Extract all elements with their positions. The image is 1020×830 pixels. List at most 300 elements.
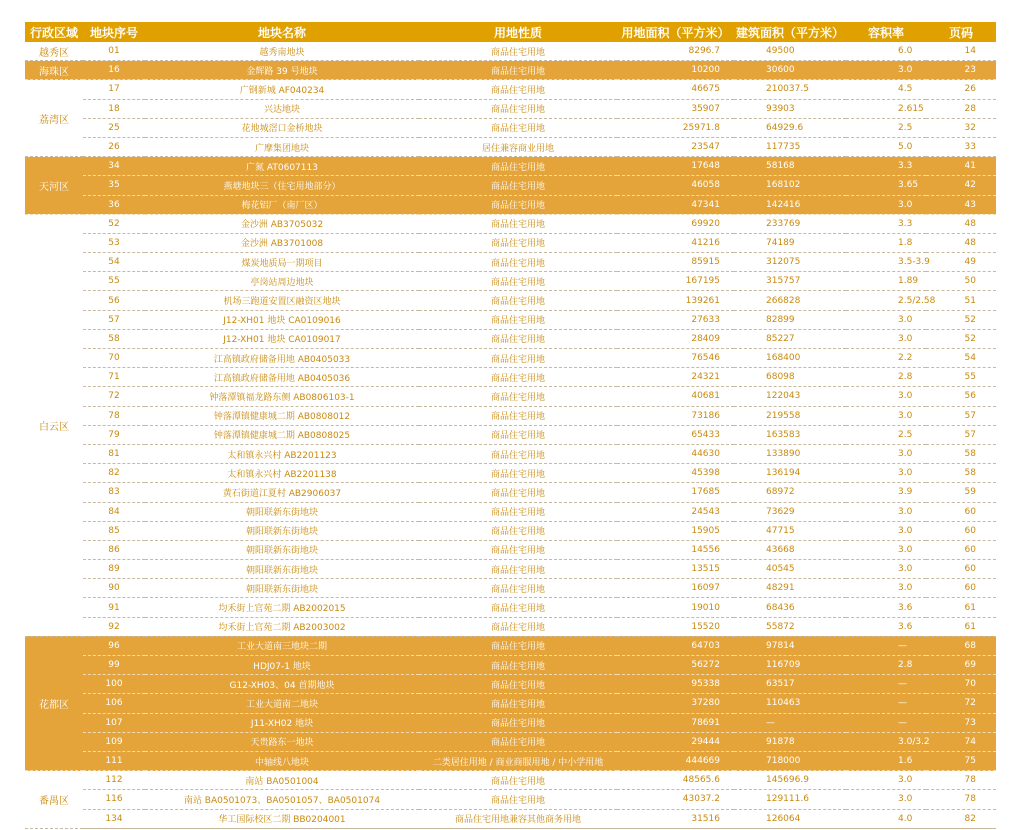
plot-number-cell: 116	[83, 790, 145, 809]
land-area-cell: 23547	[617, 137, 734, 156]
land-parcel-table	[25, 22, 996, 829]
plot-name-cell: 亭岗站周边地块	[145, 272, 419, 291]
land-area-cell: 17685	[617, 483, 734, 502]
plot-ratio-cell: 3.0	[846, 310, 926, 329]
page-cell: 70	[926, 675, 996, 694]
page-cell: 43	[926, 195, 996, 214]
plot-name-cell: 广钢新城 AF040234	[145, 80, 419, 99]
table-row	[25, 118, 996, 137]
building-area-cell: 126064	[734, 809, 846, 828]
plot-name-cell: 花地城滘口金桥地块	[145, 118, 419, 137]
table-row	[25, 560, 996, 579]
building-area-cell: 718000	[734, 751, 846, 770]
table-row	[25, 176, 996, 195]
land-area-cell: 15520	[617, 617, 734, 636]
building-area-cell: 58168	[734, 157, 846, 176]
land-area-cell: 24321	[617, 368, 734, 387]
plot-ratio-cell: 2.5/2.58	[846, 291, 926, 310]
page-cell: 28	[926, 99, 996, 118]
land-use-cell: 二类居住用地 / 商业商服用地 / 中小学用地	[419, 751, 617, 770]
building-area-cell: 91878	[734, 732, 846, 751]
plot-number-cell: 91	[83, 598, 145, 617]
page-cell: 60	[926, 521, 996, 540]
land-area-cell: 56272	[617, 656, 734, 675]
land-use-cell: 商品住宅用地	[419, 406, 617, 425]
plot-name-cell: 金辉路 39 号地块	[145, 61, 419, 80]
plot-number-cell: 89	[83, 560, 145, 579]
page-cell: 59	[926, 483, 996, 502]
land-use-cell: 商品住宅用地	[419, 521, 617, 540]
table-row	[25, 99, 996, 118]
plot-name-cell: 江高镇政府储备用地 AB0405036	[145, 368, 419, 387]
plot-ratio-cell: 2.8	[846, 368, 926, 387]
plot-number-cell: 54	[83, 253, 145, 272]
plot-name-cell: 均禾街上官苑二期 AB2003002	[145, 617, 419, 636]
plot-name-cell: 工业大道南三地块二期	[145, 636, 419, 655]
building-area-cell: 117735	[734, 137, 846, 156]
land-area-cell: 65433	[617, 425, 734, 444]
table-row	[25, 636, 996, 655]
building-area-cell: 97814	[734, 636, 846, 655]
table-row	[25, 732, 996, 751]
plot-name-cell: 朝阳联新东街地块	[145, 579, 419, 598]
plot-ratio-cell: 3.3	[846, 157, 926, 176]
plot-ratio-cell: 3.0	[846, 579, 926, 598]
land-area-cell: 73186	[617, 406, 734, 425]
building-area-cell: 43668	[734, 540, 846, 559]
table-row	[25, 464, 996, 483]
building-area-cell: 68972	[734, 483, 846, 502]
land-area-cell: 85915	[617, 253, 734, 272]
page-cell: 23	[926, 61, 996, 80]
district-cell: 越秀区	[25, 42, 83, 61]
building-area-cell: 133890	[734, 444, 846, 463]
plot-name-cell: 中轴线八地块	[145, 751, 419, 770]
plot-name-cell: 太和镇永兴村 AB2201138	[145, 464, 419, 483]
building-area-cell: 68436	[734, 598, 846, 617]
land-use-cell: 商品住宅用地	[419, 61, 617, 80]
land-area-cell: 48565.6	[617, 771, 734, 790]
header-plot-name: 地块名称	[145, 22, 419, 42]
land-area-cell: 25971.8	[617, 118, 734, 137]
plot-number-cell: 71	[83, 368, 145, 387]
plot-name-cell: 朝阳联新东街地块	[145, 560, 419, 579]
plot-name-cell: 机场三跑道安置区融资区地块	[145, 291, 419, 310]
building-area-cell: 68098	[734, 368, 846, 387]
table-row	[25, 195, 996, 214]
page-cell: 55	[926, 368, 996, 387]
land-area-cell: 167195	[617, 272, 734, 291]
table-row	[25, 310, 996, 329]
building-area-cell: 233769	[734, 214, 846, 233]
page-cell: 75	[926, 751, 996, 770]
land-area-cell: 78691	[617, 713, 734, 732]
plot-name-cell: 工业大道南二地块	[145, 694, 419, 713]
page-cell: 61	[926, 598, 996, 617]
building-area-cell: 312075	[734, 253, 846, 272]
page-cell: 60	[926, 560, 996, 579]
land-area-cell: 37280	[617, 694, 734, 713]
plot-ratio-cell: 3.6	[846, 598, 926, 617]
plot-number-cell: 52	[83, 214, 145, 233]
table-row	[25, 233, 996, 252]
land-area-cell: 29444	[617, 732, 734, 751]
page-cell: 58	[926, 444, 996, 463]
table-row	[25, 617, 996, 636]
building-area-cell: 142416	[734, 195, 846, 214]
page-cell: 60	[926, 579, 996, 598]
table-row	[25, 675, 996, 694]
plot-ratio-cell: 3.0	[846, 444, 926, 463]
plot-ratio-cell: 3.0	[846, 790, 926, 809]
land-area-cell: 14556	[617, 540, 734, 559]
table-row	[25, 656, 996, 675]
plot-ratio-cell: 6.0	[846, 42, 926, 61]
land-use-cell: 商品住宅用地	[419, 675, 617, 694]
building-area-cell: 47715	[734, 521, 846, 540]
table-row	[25, 272, 996, 291]
building-area-cell: 266828	[734, 291, 846, 310]
plot-name-cell: 太和镇永兴村 AB2201123	[145, 444, 419, 463]
land-use-cell: 商品住宅用地	[419, 272, 617, 291]
plot-number-cell: 112	[83, 771, 145, 790]
plot-name-cell: 梅花铝厂（南厂区）	[145, 195, 419, 214]
land-area-cell: 76546	[617, 349, 734, 368]
page-cell: 14	[926, 42, 996, 61]
plot-ratio-cell: 3.0/3.2	[846, 732, 926, 751]
plot-name-cell: 朝阳联新东街地块	[145, 540, 419, 559]
district-cell: 白云区	[25, 214, 83, 636]
land-use-cell: 商品住宅用地	[419, 425, 617, 444]
table-row	[25, 771, 996, 790]
plot-number-cell: 70	[83, 349, 145, 368]
page-cell: 72	[926, 694, 996, 713]
plot-name-cell: 天贵路东一地块	[145, 732, 419, 751]
plot-number-cell: 36	[83, 195, 145, 214]
plot-ratio-cell: 3.0	[846, 521, 926, 540]
table-row	[25, 521, 996, 540]
building-area-cell: 55872	[734, 617, 846, 636]
building-area-cell: 315757	[734, 272, 846, 291]
building-area-cell: —	[734, 713, 846, 732]
land-use-cell: 商品住宅用地	[419, 80, 617, 99]
page-cell: 78	[926, 771, 996, 790]
plot-ratio-cell: 2.2	[846, 349, 926, 368]
plot-name-cell: J12-XH01 地块 CA0109017	[145, 329, 419, 348]
land-area-cell: 28409	[617, 329, 734, 348]
land-use-cell: 商品住宅用地	[419, 636, 617, 655]
land-use-cell: 商品住宅用地	[419, 214, 617, 233]
land-use-cell: 商品住宅用地	[419, 42, 617, 61]
building-area-cell: 129111.6	[734, 790, 846, 809]
page-cell: 73	[926, 713, 996, 732]
plot-ratio-cell: 3.0	[846, 387, 926, 406]
table-row	[25, 387, 996, 406]
plot-ratio-cell: 3.0	[846, 61, 926, 80]
plot-ratio-cell: 2.615	[846, 99, 926, 118]
page-cell: 58	[926, 464, 996, 483]
land-area-cell: 46058	[617, 176, 734, 195]
building-area-cell: 40545	[734, 560, 846, 579]
header-land-area: 用地面积（平方米）	[617, 22, 734, 42]
plot-number-cell: 25	[83, 118, 145, 137]
plot-ratio-cell: 3.5-3.9	[846, 253, 926, 272]
building-area-cell: 85227	[734, 329, 846, 348]
plot-number-cell: 55	[83, 272, 145, 291]
plot-ratio-cell: 1.89	[846, 272, 926, 291]
table-row	[25, 502, 996, 521]
table-row	[25, 253, 996, 272]
land-area-cell: 24543	[617, 502, 734, 521]
plot-number-cell: 83	[83, 483, 145, 502]
plot-name-cell: 钟落潭镇福龙路东侧 AB0806103-1	[145, 387, 419, 406]
page-cell: 74	[926, 732, 996, 751]
land-area-cell: 13515	[617, 560, 734, 579]
land-use-cell: 商品住宅用地	[419, 157, 617, 176]
plot-name-cell: 华工国际校区二期 BB0204001	[145, 809, 419, 828]
land-use-cell: 商品住宅用地	[419, 444, 617, 463]
land-area-cell: 139261	[617, 291, 734, 310]
plot-ratio-cell: 2.8	[846, 656, 926, 675]
plot-number-cell: 35	[83, 176, 145, 195]
header-district: 行政区域	[25, 22, 83, 42]
page-cell: 42	[926, 176, 996, 195]
page-cell: 52	[926, 329, 996, 348]
plot-ratio-cell: 3.0	[846, 406, 926, 425]
building-area-cell: 168102	[734, 176, 846, 195]
plot-number-cell: 107	[83, 713, 145, 732]
plot-number-cell: 81	[83, 444, 145, 463]
table-row	[25, 694, 996, 713]
page-cell: 57	[926, 425, 996, 444]
building-area-cell: 168400	[734, 349, 846, 368]
table-row	[25, 809, 996, 828]
plot-number-cell: 72	[83, 387, 145, 406]
plot-name-cell: 均禾街上官苑二期 AB2002015	[145, 598, 419, 617]
land-use-cell: 商品住宅用地	[419, 502, 617, 521]
building-area-cell: 30600	[734, 61, 846, 80]
header-plot-ratio: 容积率	[846, 22, 926, 42]
land-use-cell: 商品住宅用地	[419, 540, 617, 559]
plot-number-cell: 134	[83, 809, 145, 828]
district-cell: 荔湾区	[25, 80, 83, 157]
table-body	[25, 42, 996, 828]
land-area-cell: 46675	[617, 80, 734, 99]
plot-name-cell: 越秀南地块	[145, 42, 419, 61]
page-cell: 57	[926, 406, 996, 425]
plot-name-cell: 金沙洲 AB3705032	[145, 214, 419, 233]
land-use-cell: 商品住宅用地	[419, 387, 617, 406]
land-use-cell: 商品住宅用地	[419, 99, 617, 118]
table-row	[25, 790, 996, 809]
land-use-cell: 商品住宅用地	[419, 560, 617, 579]
plot-ratio-cell: —	[846, 713, 926, 732]
plot-name-cell: 金沙洲 AB3701008	[145, 233, 419, 252]
land-area-cell: 69920	[617, 214, 734, 233]
page-cell: 78	[926, 790, 996, 809]
plot-ratio-cell: 3.0	[846, 329, 926, 348]
land-use-cell: 商品住宅用地	[419, 656, 617, 675]
table-row	[25, 349, 996, 368]
plot-name-cell: 朝阳联新东街地块	[145, 502, 419, 521]
land-use-cell: 商品住宅用地	[419, 771, 617, 790]
table-row	[25, 483, 996, 502]
land-area-cell: 64703	[617, 636, 734, 655]
plot-name-cell: 煤炭地质局一期项目	[145, 253, 419, 272]
plot-ratio-cell: —	[846, 636, 926, 655]
plot-number-cell: 109	[83, 732, 145, 751]
land-use-cell: 商品住宅用地	[419, 118, 617, 137]
plot-number-cell: 90	[83, 579, 145, 598]
plot-ratio-cell: 3.0	[846, 771, 926, 790]
building-area-cell: 82899	[734, 310, 846, 329]
plot-name-cell: 燕塘地块三（住宅用地部分）	[145, 176, 419, 195]
building-area-cell: 74189	[734, 233, 846, 252]
plot-name-cell: J11-XH02 地块	[145, 713, 419, 732]
table-row	[25, 214, 996, 233]
plot-number-cell: 79	[83, 425, 145, 444]
plot-number-cell: 82	[83, 464, 145, 483]
plot-number-cell: 18	[83, 99, 145, 118]
plot-number-cell: 86	[83, 540, 145, 559]
land-use-cell: 商品住宅用地	[419, 713, 617, 732]
table-row	[25, 42, 996, 61]
land-use-cell: 商品住宅用地	[419, 483, 617, 502]
land-use-cell: 商品住宅用地	[419, 329, 617, 348]
table-row	[25, 80, 996, 99]
table-row	[25, 598, 996, 617]
page-cell: 48	[926, 233, 996, 252]
plot-name-cell: 兴达地块	[145, 99, 419, 118]
district-cell: 天河区	[25, 157, 83, 215]
land-use-cell: 商品住宅用地	[419, 253, 617, 272]
land-area-cell: 16097	[617, 579, 734, 598]
page-cell: 41	[926, 157, 996, 176]
plot-number-cell: 92	[83, 617, 145, 636]
plot-ratio-cell: 3.3	[846, 214, 926, 233]
page-cell: 51	[926, 291, 996, 310]
plot-name-cell: 广摩集团地块	[145, 137, 419, 156]
land-area-cell: 44630	[617, 444, 734, 463]
land-use-cell: 商品住宅用地	[419, 790, 617, 809]
plot-ratio-cell: 3.0	[846, 195, 926, 214]
plot-name-cell: 钟落潭镇健康城二期 AB0808012	[145, 406, 419, 425]
table-row	[25, 137, 996, 156]
page-cell: 54	[926, 349, 996, 368]
land-use-cell: 商品住宅用地	[419, 598, 617, 617]
table-row	[25, 291, 996, 310]
land-use-cell: 商品住宅用地兼容其他商务用地	[419, 809, 617, 828]
land-use-cell: 商品住宅用地	[419, 464, 617, 483]
table-row	[25, 713, 996, 732]
building-area-cell: 63517	[734, 675, 846, 694]
plot-number-cell: 53	[83, 233, 145, 252]
land-area-cell: 43037.2	[617, 790, 734, 809]
page-cell: 68	[926, 636, 996, 655]
plot-name-cell: HDJ07-1 地块	[145, 656, 419, 675]
page-cell: 82	[926, 809, 996, 828]
land-area-cell: 35907	[617, 99, 734, 118]
land-use-cell: 商品住宅用地	[419, 579, 617, 598]
plot-ratio-cell: 2.5	[846, 425, 926, 444]
land-use-cell: 居住兼容商业用地	[419, 137, 617, 156]
plot-number-cell: 85	[83, 521, 145, 540]
plot-number-cell: 99	[83, 656, 145, 675]
plot-number-cell: 58	[83, 329, 145, 348]
plot-number-cell: 16	[83, 61, 145, 80]
land-area-cell: 31516	[617, 809, 734, 828]
plot-name-cell: 江高镇政府储备用地 AB0405033	[145, 349, 419, 368]
plot-ratio-cell: 3.0	[846, 502, 926, 521]
table-row	[25, 61, 996, 80]
plot-ratio-cell: 4.5	[846, 80, 926, 99]
land-area-cell: 10200	[617, 61, 734, 80]
land-area-cell: 17648	[617, 157, 734, 176]
table-row	[25, 540, 996, 559]
table-header-row	[25, 22, 996, 42]
page-cell: 48	[926, 214, 996, 233]
plot-ratio-cell: 3.65	[846, 176, 926, 195]
land-area-cell: 95338	[617, 675, 734, 694]
plot-number-cell: 01	[83, 42, 145, 61]
table-row	[25, 157, 996, 176]
plot-number-cell: 17	[83, 80, 145, 99]
plot-ratio-cell: —	[846, 694, 926, 713]
building-area-cell: 110463	[734, 694, 846, 713]
page-cell: 33	[926, 137, 996, 156]
district-cell: 海珠区	[25, 61, 83, 80]
land-parcel-table-container	[25, 22, 996, 829]
header-building-area: 建筑面积（平方米）	[734, 22, 846, 42]
plot-ratio-cell: 3.0	[846, 560, 926, 579]
land-use-cell: 商品住宅用地	[419, 368, 617, 387]
land-use-cell: 商品住宅用地	[419, 176, 617, 195]
plot-number-cell: 56	[83, 291, 145, 310]
plot-ratio-cell: 5.0	[846, 137, 926, 156]
building-area-cell: 145696.9	[734, 771, 846, 790]
building-area-cell: 73629	[734, 502, 846, 521]
building-area-cell: 163583	[734, 425, 846, 444]
building-area-cell: 64929.6	[734, 118, 846, 137]
building-area-cell: 93903	[734, 99, 846, 118]
table-row	[25, 751, 996, 770]
page-cell: 61	[926, 617, 996, 636]
plot-number-cell: 78	[83, 406, 145, 425]
land-area-cell: 41216	[617, 233, 734, 252]
plot-number-cell: 106	[83, 694, 145, 713]
plot-number-cell: 96	[83, 636, 145, 655]
land-area-cell: 40681	[617, 387, 734, 406]
land-area-cell: 19010	[617, 598, 734, 617]
plot-number-cell: 34	[83, 157, 145, 176]
table-row	[25, 368, 996, 387]
table-row	[25, 329, 996, 348]
page-cell: 32	[926, 118, 996, 137]
land-use-cell: 商品住宅用地	[419, 349, 617, 368]
land-area-cell: 27633	[617, 310, 734, 329]
table-row	[25, 406, 996, 425]
land-use-cell: 商品住宅用地	[419, 732, 617, 751]
plot-name-cell: 朝阳联新东街地块	[145, 521, 419, 540]
plot-ratio-cell: 3.6	[846, 617, 926, 636]
plot-name-cell: J12-XH01 地块 CA0109016	[145, 310, 419, 329]
land-use-cell: 商品住宅用地	[419, 617, 617, 636]
page-cell: 60	[926, 540, 996, 559]
table-row	[25, 425, 996, 444]
building-area-cell: 219558	[734, 406, 846, 425]
land-area-cell: 444669	[617, 751, 734, 770]
plot-number-cell: 84	[83, 502, 145, 521]
